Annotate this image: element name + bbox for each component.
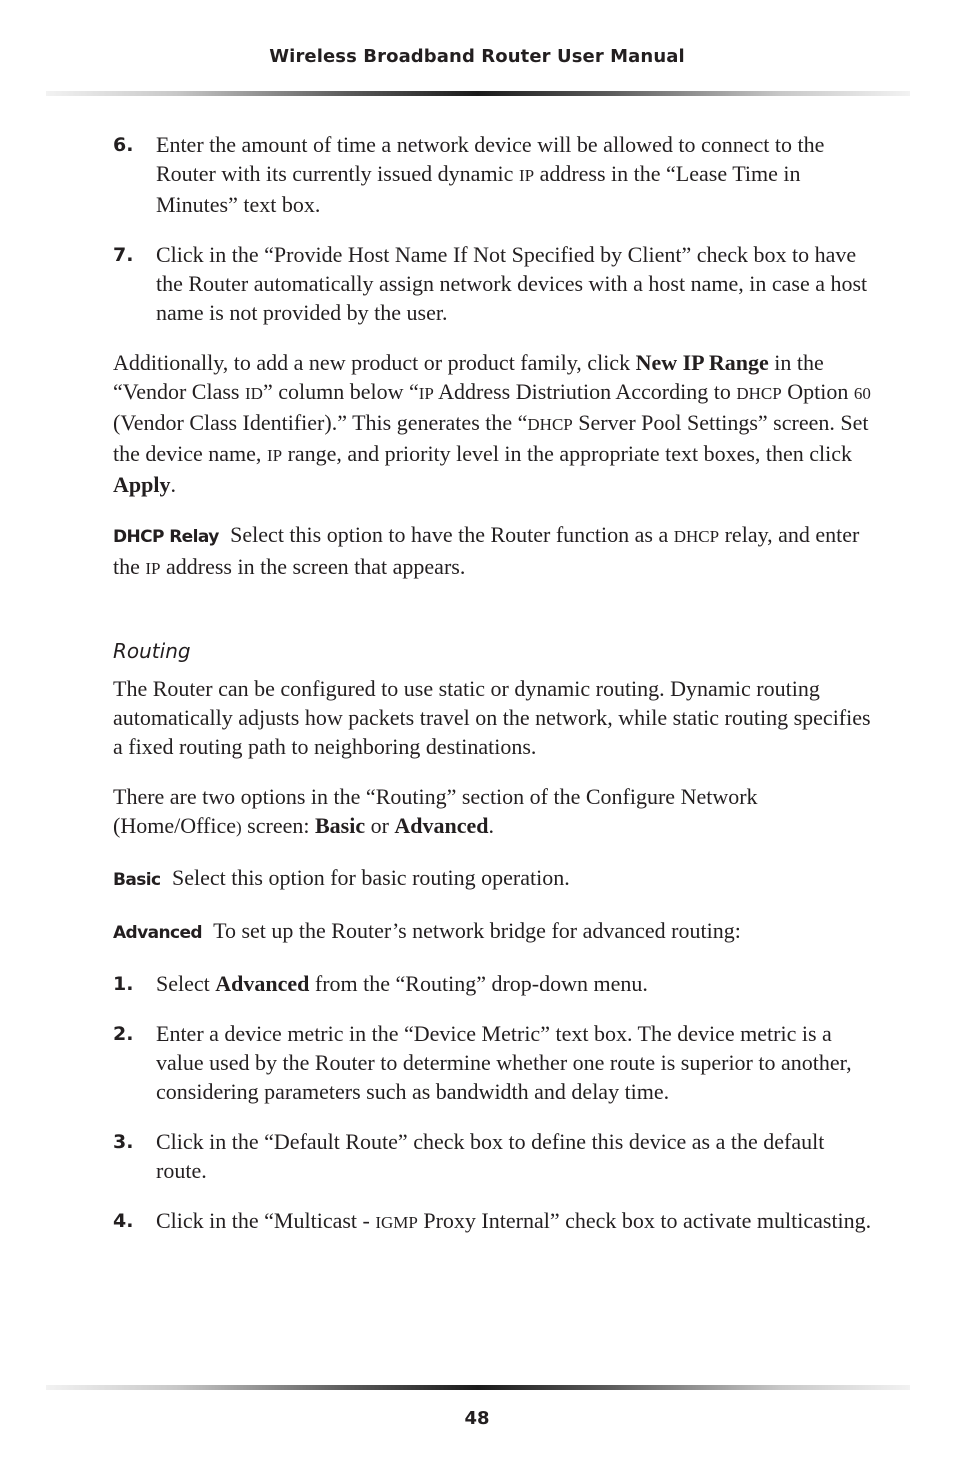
bold-new-ip-range: New IP Range [635, 350, 769, 375]
text: range, and priority level in the appropriate text boxes, then click [282, 441, 853, 466]
paragraph-dhcp-relay [113, 520, 873, 583]
abbr: IP [266, 446, 283, 465]
step-text: Enter a device metric in the “Device Metric” text box. The device metric is a value used by the Router to determine whether one route is superior to another, considering parameters such as bandwidth and delay time. [156, 1021, 852, 1104]
step-text: Proxy Internal” check box to activate multicasting. [417, 1208, 872, 1233]
text: address in the screen that appears. [160, 554, 466, 579]
term-advanced: Advanced [113, 923, 202, 943]
bold-advanced: Advanced [394, 813, 489, 838]
text: ) [236, 818, 242, 837]
step-4 [113, 1206, 873, 1237]
step-number: 2. [113, 1023, 134, 1045]
text: ” column below “ [262, 379, 419, 404]
header-rule [46, 91, 910, 96]
abbr-igmp: IGMP [375, 1213, 418, 1232]
abbr: DHCP [736, 384, 782, 403]
paragraph-basic [113, 863, 873, 895]
text: in the “Vendor Class [113, 350, 824, 404]
text: Option [781, 379, 854, 404]
step-number: 7. [113, 244, 134, 266]
abbr: IP [418, 384, 434, 403]
paragraph-advanced [113, 916, 873, 948]
text: screen: [241, 813, 315, 838]
step-text: Select [156, 971, 216, 996]
step-6 [113, 130, 873, 219]
abbr: IP [145, 559, 161, 578]
text: Select this option to have the Router function as a [224, 522, 674, 547]
step-text: Enter the amount of time a network device will be allowed to connect to the Router with its currently issued dynamic [156, 132, 825, 186]
paragraph-routing-intro: The Router can be configured to use static or dynamic routing. Dynamic routing automatically adjusts how packets travel on the network, while static routing specifies a fixed routing path to neighboring destinations. [113, 676, 871, 759]
step-3 [113, 1127, 873, 1185]
step-2 [113, 1019, 873, 1106]
step-number: 1. [113, 973, 134, 995]
text: Select this option for basic routing operation. [166, 865, 570, 890]
step-7 [113, 240, 873, 327]
step-text: from the “Routing” drop-down menu. [309, 971, 648, 996]
abbr: DHCP [673, 527, 720, 546]
step-text: Click in the “Multicast - [156, 1208, 376, 1233]
bold-basic: Basic [314, 813, 366, 838]
section-heading-routing: Routing [113, 639, 191, 663]
page-number: 48 [464, 1408, 490, 1429]
bold-advanced: Advanced [215, 971, 310, 996]
step-number: 6. [113, 134, 134, 156]
abbr: ID [244, 384, 263, 403]
text: Additionally, to add a new product or product family, click [113, 350, 636, 375]
step-text: Click in the “Provide Host Name If Not Specified by Client” check box to have the Router automatically assign network devices with a host name, in case a host name is not provided by the user. [156, 242, 868, 325]
step-text: address in the “Lease Time in Minutes” text box. [156, 161, 801, 217]
text: To set up the Router’s network bridge for advanced routing: [207, 918, 741, 943]
bold-apply: Apply [113, 472, 171, 497]
term-basic: Basic [113, 870, 161, 890]
abbr-ip: IP [518, 166, 535, 185]
abbr: 60 [853, 384, 871, 403]
text: Server Pool Settings” screen. Set the device name, [113, 410, 869, 466]
text: . [170, 472, 176, 497]
step-number: 4. [113, 1210, 134, 1232]
abbr: DHCP [527, 415, 573, 434]
step-number: 3. [113, 1131, 134, 1153]
page-content [113, 130, 873, 1258]
term-dhcp-relay: DHCP Relay [113, 527, 219, 547]
footer-rule [46, 1385, 910, 1390]
step-1 [113, 969, 873, 998]
paragraph-routing-options [113, 782, 873, 842]
text: or [365, 813, 395, 838]
text: Address Distriution According to [433, 379, 737, 404]
step-text: Click in the “Default Route” check box to define this device as a the default route. [156, 1129, 825, 1183]
page-header-title: Wireless Broadband Router User Manual [269, 46, 685, 67]
text: (Vendor Class Identifier).” This generates the “ [113, 410, 528, 435]
text: There are two options in the “Routing” section of the Configure Network (Home/Office [113, 784, 758, 838]
text: . [488, 813, 495, 838]
paragraph-new-ip-range [113, 348, 873, 499]
text: relay, and enter the [113, 522, 860, 579]
